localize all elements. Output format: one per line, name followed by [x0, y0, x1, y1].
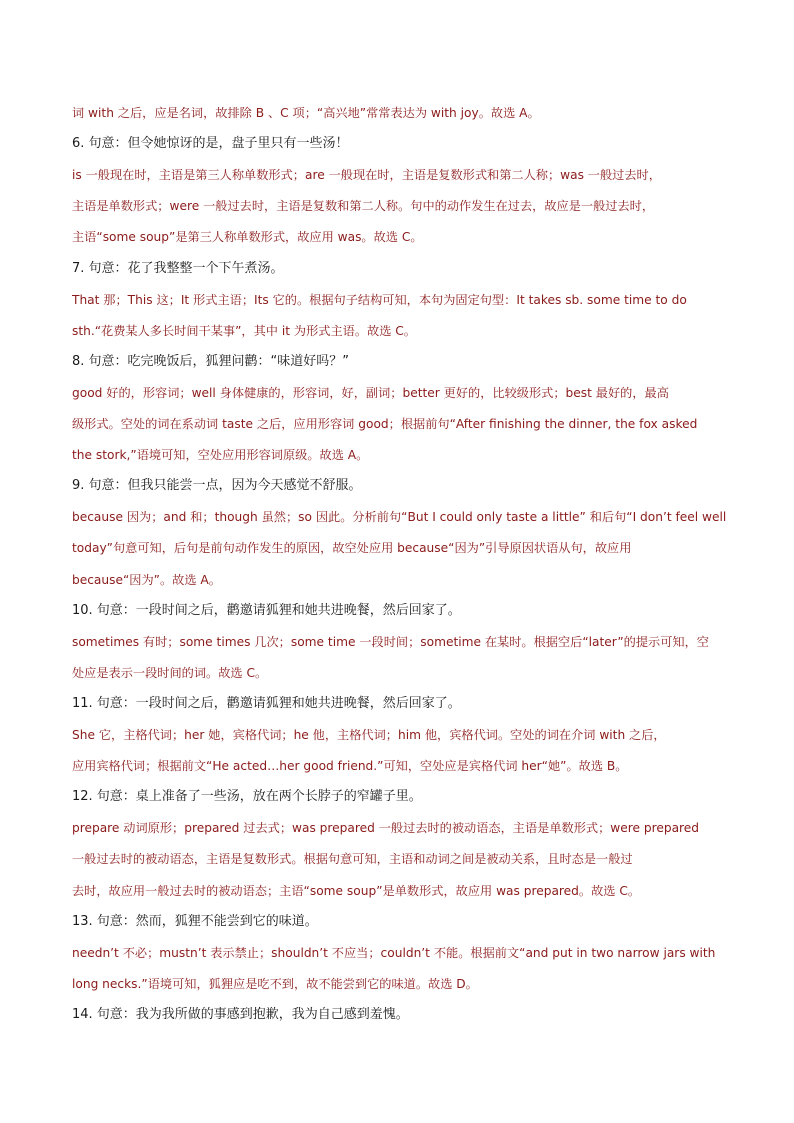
explanation-line: 主语“some soup”是第三人称单数形式，故应用 was。故选 C。 [72, 230, 423, 245]
question-heading: 10. 句意：一段时间之后，鹳邀请狐狸和她共进晚餐，然后回家了。 [72, 602, 461, 618]
explanation-line: 级形式。空处的词在系动词 taste 之后，应用形容词 good；根据前句“After finishing the dinner, the fox asked [72, 417, 698, 431]
explanation-line: the stork,”语境可知，空处应用形容词原级。故选 A。 [72, 448, 369, 463]
question-heading: 11. 句意：一段时间之后，鹳邀请狐狸和她共进晚餐，然后回家了。 [72, 695, 461, 711]
explanation-line: 处应是表示一段时间的词。故选 C。 [72, 665, 268, 680]
question-heading: 9. 句意：但我只能尝一点，因为今天感觉不舒服。 [72, 478, 362, 494]
explanation-line: That 那；This 这；It 形式主语；Its 它的。根据句子结构可知，本句为固定句型：It takes sb. some time to do [72, 292, 687, 307]
explanation-line: good 好的，形容词；well 身体健康的，形容词，好，副词；better 更好的，比较级形式；best 最好的，最高 [72, 385, 669, 400]
question-heading: 7. 句意：花了我整整一个下午煮汤。 [72, 260, 284, 276]
explanation-line: because 因为；and 和；though 虽然；so 因此。分析前句“But I could only taste a little” 和后句“I don’t feel well [72, 510, 727, 525]
question-heading: 8. 句意：吃完晚饭后，狐狸问鹳：“味道好吗？” [72, 353, 350, 369]
explanation-line: is 一般现在时，主语是第三人称单数形式；are 一般现在时，主语是复数形式和第二人称；was 一般过去时， [72, 168, 661, 183]
question-heading: 6. 句意：但令她惊讶的是，盘子里只有一些汤！ [72, 136, 349, 152]
question-heading: 12. 句意：桌上准备了一些汤，放在两个长脖子的窄罐子里。 [72, 789, 422, 805]
explanation-line: needn’t 不必；mustn’t 表示禁止；shouldn’t 不应当；couldn’t 不能。根据前文“and put in two narrow jars with [72, 945, 716, 960]
explanation-line: today”句意可知，后句是前句动作发生的原因，故空处应用 because“因为”引导原因状语从句，故应用 [72, 541, 632, 556]
explanation-line: sometimes 有时；some times 几次；some time 一段时间；sometime 在某时。根据空后“later”的提示可知，空 [72, 634, 709, 649]
question-heading: 13. 句意：然而，狐狸不能尝到它的味道。 [72, 913, 318, 929]
explanation-line: 词 with 之后，应是名词，故排除 B 、C 项；“高兴地”常常表达为 with joy。故选 A。 [72, 106, 540, 120]
explanation-line: sth.“花费某人多长时间干某事”，其中 it 为形式主语。故选 C。 [72, 323, 416, 338]
explanation-line: prepare 动词原形；prepared 过去式；was prepared 一般过去时的被动语态，主语是单数形式；were prepared [72, 821, 700, 836]
explanation-line: 应用宾格代词；根据前文“He acted…her good friend.”可知，空处应是宾格代词 her“她”。故选 B。 [72, 759, 628, 774]
explanation-line: She 它，主格代词；her 她，宾格代词；he 他，主格代词；him 他，宾格代词。空处的词在介词 with 之后， [72, 728, 666, 742]
question-heading: 14. 句意：我为我所做的事感到抱歉，我为自己感到羞愧。 [72, 1006, 409, 1022]
explanation-line: 一般过去时的被动语态，主语是复数形式。根据句意可知，主语和动词之间是被动关系，且时态是一般过 [72, 852, 633, 867]
explanation-line: 主语是单数形式；were 一般过去时，主语是复数和第二人称。句中的动作发生在过去，故应是一般过去时， [72, 199, 655, 214]
explanation-line: long necks.”语境可知，狐狸应是吃不到，故不能尝到它的味道。故选 D。 [72, 976, 478, 991]
explanation-line: because“因为”。故选 A。 [72, 572, 221, 587]
explanation-line: 去时，故应用一般过去时的被动语态；主语“some soup”是单数形式，故应用 was prepared。故选 C。 [72, 883, 641, 898]
